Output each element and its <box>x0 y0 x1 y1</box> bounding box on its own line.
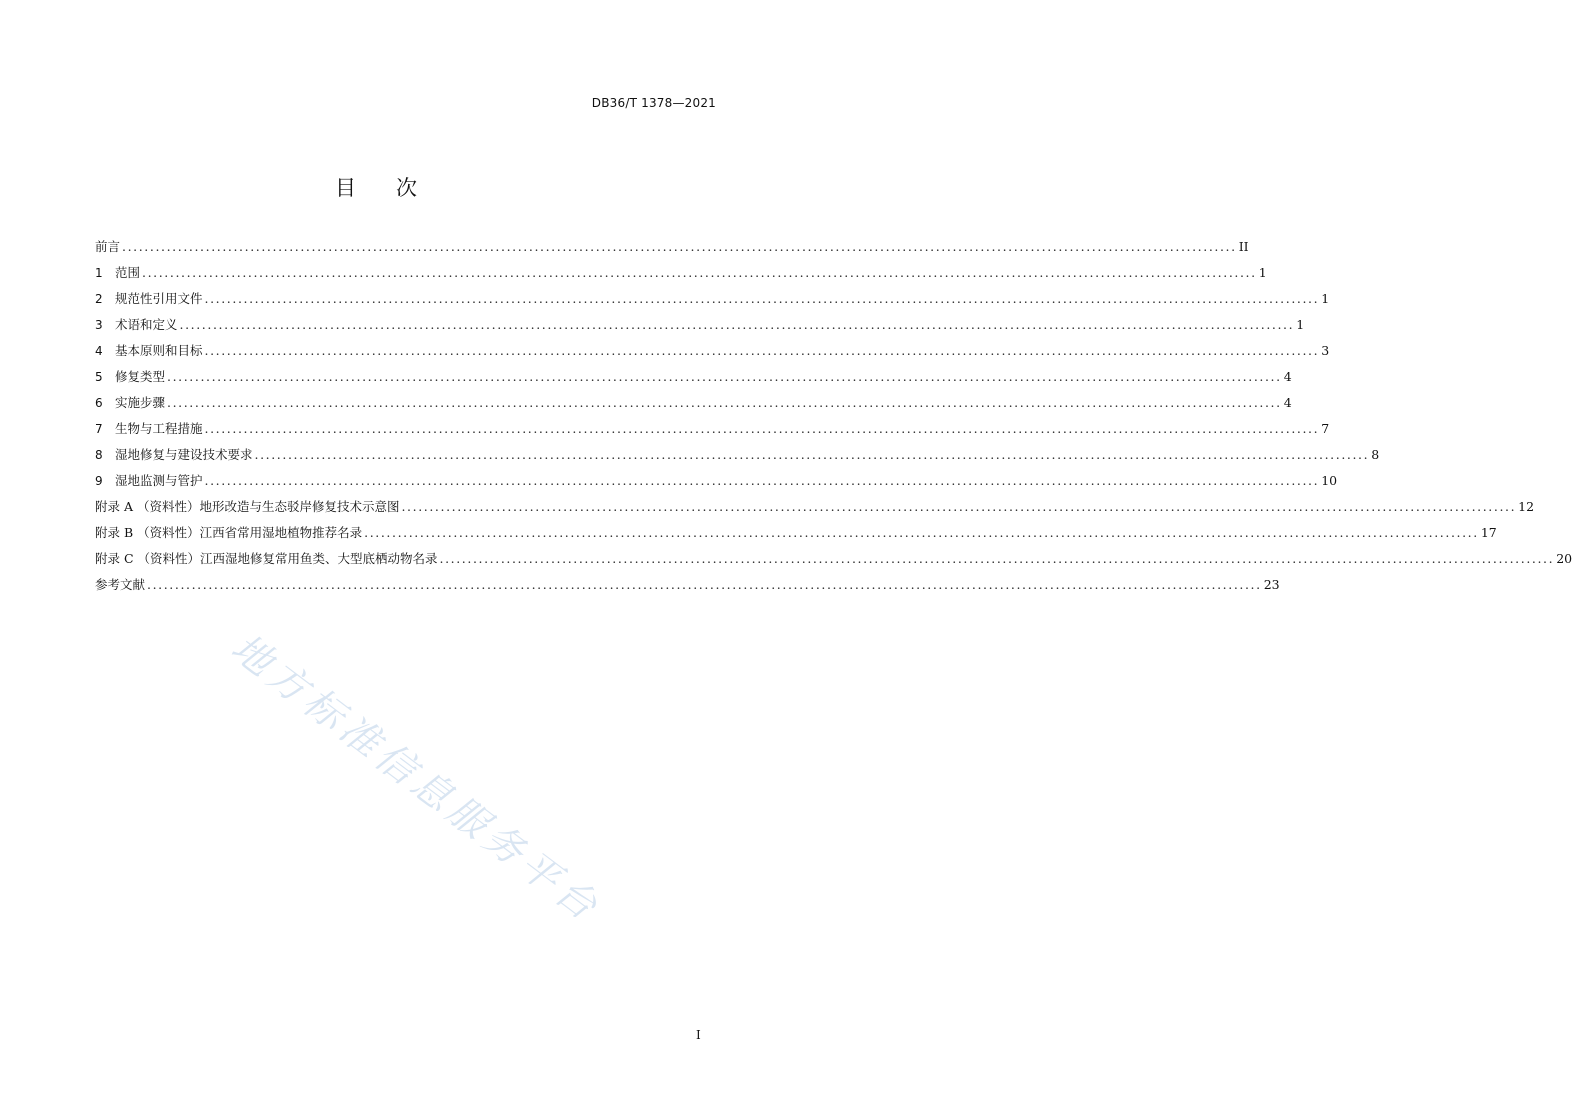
dot-leader: ........................................................................................................................................................................................................ <box>439 551 1555 566</box>
toc-entry-page: 20 <box>1556 551 1572 566</box>
toc-entry[interactable] <box>95 497 1535 523</box>
dot-leader: ........................................................................................................................................................................................................ <box>204 421 1320 436</box>
toc-entry-number: 3 <box>95 318 103 332</box>
dot-leader: ........................................................................................................................................................................................................ <box>142 265 1257 280</box>
dot-leader: ........................................................................................................................................................................................................ <box>122 239 1237 254</box>
toc-entry-label: 前言 <box>95 239 121 254</box>
toc-entry[interactable] <box>95 523 1497 549</box>
toc-entry-label: 范围 <box>115 265 141 280</box>
toc-entry-page: 7 <box>1321 421 1330 436</box>
toc-entry-page: 10 <box>1321 473 1338 488</box>
toc-entry-label: 附录 A （资料性）地形改造与生态驳岸修复技术示意图 <box>95 499 400 514</box>
toc-entry-page: 3 <box>1321 343 1330 358</box>
toc-entry[interactable] <box>95 419 1330 445</box>
toc-entry-label: 湿地监测与管护 <box>115 473 203 488</box>
toc-entry-page: II <box>1238 239 1249 254</box>
toc-entry[interactable] <box>95 393 1292 419</box>
toc-entry-label: 生物与工程措施 <box>115 421 203 436</box>
toc-entry-page: 17 <box>1480 525 1497 540</box>
toc-entry[interactable] <box>95 237 1249 263</box>
dot-leader: ........................................................................................................................................................................................................ <box>204 291 1320 306</box>
toc-entry[interactable] <box>95 315 1305 341</box>
toc-entry-label: 附录 C （资料性）江西湿地修复常用鱼类、大型底栖动物名录 <box>95 551 438 566</box>
toc-entry[interactable] <box>95 367 1292 393</box>
toc-entry-page: 1 <box>1321 291 1330 306</box>
toc-entry-label: 湿地修复与建设技术要求 <box>115 447 253 462</box>
toc-entry-number: 8 <box>95 448 103 462</box>
toc-entry-number: 4 <box>95 344 103 358</box>
dot-leader: ........................................................................................................................................................................................................ <box>179 317 1295 332</box>
toc-entry[interactable] <box>95 575 1280 601</box>
toc-entry-label: 术语和定义 <box>115 317 178 332</box>
dot-leader: ........................................................................................................................................................................................................ <box>401 499 1517 514</box>
toc-entry-number: 1 <box>95 266 103 280</box>
page-title: 目次 <box>335 176 457 200</box>
toc-entry-label: 规范性引用文件 <box>115 291 203 306</box>
toc-entry-label: 实施步骤 <box>115 395 166 410</box>
toc-entry-number: 5 <box>95 370 103 384</box>
dot-leader: ........................................................................................................................................................................................................ <box>364 525 1479 540</box>
dot-leader: ........................................................................................................................................................................................................ <box>204 473 1320 488</box>
toc-entry-page: 4 <box>1283 369 1292 384</box>
dot-leader: ........................................................................................................................................................................................................ <box>254 447 1370 462</box>
watermark: 地方标准信息服务平台 <box>222 625 610 933</box>
toc-entry-label: 基本原则和目标 <box>115 343 203 358</box>
dot-leader: ........................................................................................................................................................................................................ <box>204 343 1320 358</box>
toc-entry-number: 9 <box>95 474 103 488</box>
dot-leader: ........................................................................................................................................................................................................ <box>167 369 1282 384</box>
table-of-contents <box>95 237 1572 601</box>
toc-entry-page: 12 <box>1518 499 1535 514</box>
toc-entry-page: 4 <box>1283 395 1292 410</box>
toc-entry[interactable] <box>95 341 1330 367</box>
document-code: DB36/T 1378—2021 <box>591 96 716 110</box>
toc-entry-number: 2 <box>95 292 103 306</box>
toc-entry[interactable] <box>95 471 1338 497</box>
toc-entry-page: 23 <box>1263 577 1280 592</box>
toc-entry[interactable] <box>95 289 1330 315</box>
toc-entry-page: 1 <box>1258 265 1267 280</box>
toc-entry-label: 附录 B （资料性）江西省常用湿地植物推荐名录 <box>95 525 363 540</box>
toc-entry-page: 8 <box>1371 447 1380 462</box>
dot-leader: ........................................................................................................................................................................................................ <box>147 577 1262 592</box>
toc-entry-number: 7 <box>95 422 103 436</box>
toc-entry[interactable] <box>95 549 1572 575</box>
toc-entry-label: 修复类型 <box>115 369 166 384</box>
toc-entry-page: 1 <box>1296 317 1305 332</box>
toc-entry[interactable] <box>95 263 1267 289</box>
toc-entry-label: 参考文献 <box>95 577 146 592</box>
toc-entry[interactable] <box>95 445 1380 471</box>
toc-entry-number: 6 <box>95 396 103 410</box>
dot-leader: ........................................................................................................................................................................................................ <box>167 395 1282 410</box>
page-number: I <box>696 1028 701 1042</box>
